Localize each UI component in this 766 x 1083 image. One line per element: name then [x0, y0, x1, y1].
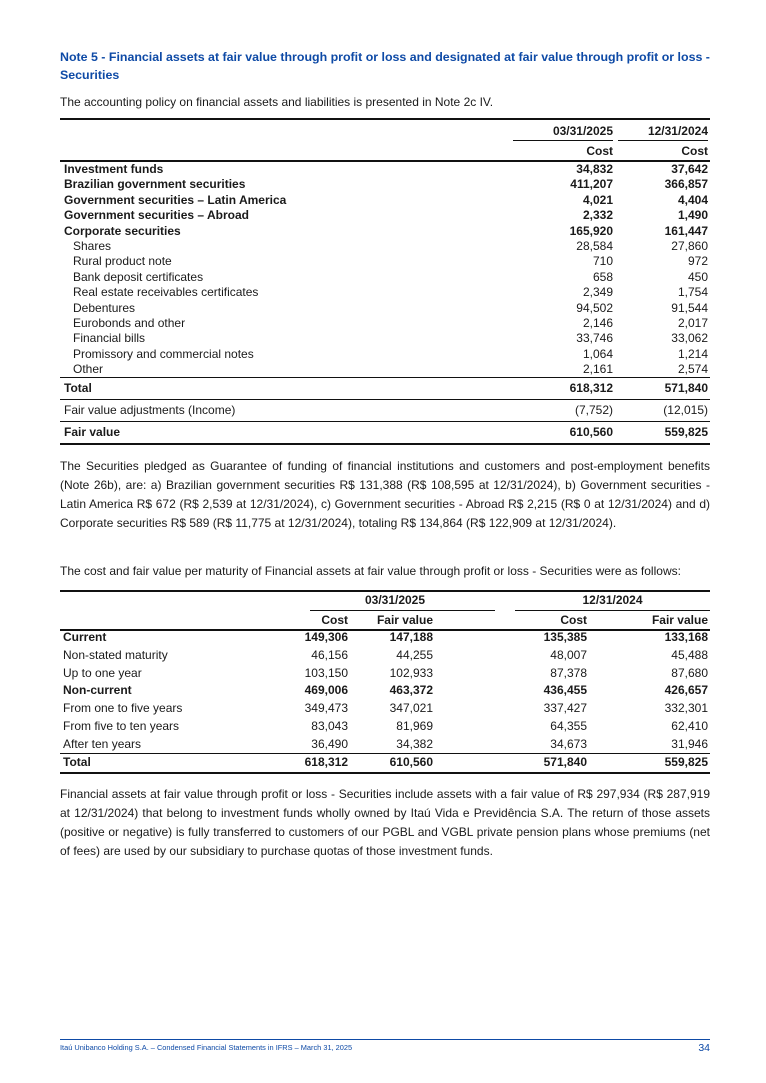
- t2-row-value: 469,006: [304, 683, 348, 698]
- page-number: 34: [698, 1042, 710, 1054]
- t1-row: [60, 362, 710, 377]
- t2-row-label: Current: [63, 630, 107, 644]
- t2-row-value: 332,301: [664, 701, 708, 715]
- t1-row: [60, 177, 710, 192]
- t2-total-row: [60, 753, 710, 774]
- t1-row-label: Shares: [73, 238, 112, 253]
- t1-fair-v1: 610,560: [569, 425, 613, 440]
- t1-row: [60, 270, 710, 285]
- t2-row-label: Non-current: [63, 683, 132, 698]
- t2-sub-1: Cost: [321, 613, 348, 627]
- t1-row-v1: 710: [592, 254, 613, 269]
- t1-row-v1: 94,502: [576, 300, 613, 315]
- footer-text: Itaú Unibanco Holding S.A. – Condensed Financial Statements in IFRS – March 31, 2025: [60, 1043, 353, 1052]
- t1-total-label: Total: [64, 381, 92, 396]
- t2-row-value: 347,021: [389, 701, 433, 715]
- t1-total-row: [60, 378, 710, 399]
- t1-row: [60, 331, 710, 346]
- t1-row-label: Financial bills: [73, 331, 146, 346]
- t1-row-v2: 33,062: [671, 331, 708, 346]
- t1-row: [60, 301, 710, 316]
- t2-row-label: Non-stated maturity: [63, 647, 168, 662]
- t1-adjust-row: [60, 400, 710, 421]
- t2-row-value: 64,355: [550, 718, 587, 733]
- securities-cost-table: [60, 118, 710, 445]
- t2-row-value: 87,680: [671, 665, 708, 680]
- t1-row-label: Other: [73, 362, 104, 377]
- pledged-paragraph: The Securities pledged as Guarantee of funding of financial institutions and customers and post-employment benefits (Note 26b), are: a) Brazilian government securities R$ 131,388 (R$ 108,595 at 12/31/2024), b) Government securities - Latin America R$ 672 (R$ 2,539 at 12/31/2024), c) Government securities - Abroad R$ 2,215 (R$ 0 at 12/31/2024) and d) Corporate securities R$ 589 (R$ 11,775 at 12/31/2024), totaling R$ 134,864 (R$ 122,909 at 12/31/2024).: [60, 459, 710, 530]
- t2-row-value: 463,372: [389, 683, 433, 698]
- t2-row: [60, 718, 710, 736]
- t2-row: [60, 647, 710, 665]
- t1-row: [60, 347, 710, 362]
- t1-row-v2: 161,447: [664, 223, 708, 238]
- t2-total-v3: 571,840: [543, 755, 587, 770]
- t1-row-v1: 4,021: [582, 192, 613, 207]
- t2-row-value: 62,410: [671, 718, 708, 733]
- t2-row-value: 83,043: [311, 718, 348, 733]
- t1-row-label: Investment funds: [64, 162, 164, 176]
- t1-adjust-v2: (12,015): [663, 403, 708, 418]
- t2-row: [60, 682, 710, 700]
- t1-adjust-label: Fair value adjustments (Income): [64, 403, 236, 418]
- t2-row-value: 149,306: [304, 630, 348, 644]
- t2-row-label: Up to one year: [63, 665, 142, 680]
- t1-col-sub-2: Cost: [681, 144, 708, 158]
- t1-row-v2: 37,642: [671, 162, 708, 176]
- t1-total-v2: 571,840: [664, 381, 708, 396]
- t1-fair-label: Fair value: [64, 425, 121, 440]
- maturity-intro: The cost and fair value per maturity of Financial assets at fair value through profit or loss - Securities were as follows:: [60, 564, 681, 578]
- t2-body: [60, 629, 710, 753]
- t2-row-value: 426,657: [664, 683, 708, 698]
- t1-row-v2: 2,574: [677, 362, 708, 377]
- t1-row-label: Real estate receivables certificates: [73, 285, 259, 300]
- t1-row: [60, 162, 710, 177]
- t1-row: [60, 239, 710, 254]
- t1-row-label: Rural product note: [73, 254, 172, 269]
- t1-row-v2: 4,404: [677, 192, 708, 207]
- t2-row-value: 46,156: [311, 647, 348, 662]
- t1-row-v1: 2,349: [582, 285, 613, 300]
- t2-row-label: After ten years: [63, 736, 142, 751]
- t2-sub-2: Fair value: [376, 613, 433, 627]
- t2-row-value: 36,490: [311, 736, 348, 751]
- t1-row-label: Promissory and commercial notes: [73, 346, 254, 361]
- t1-row-v2: 91,544: [671, 300, 708, 315]
- t1-row-v1: 28,584: [576, 238, 613, 253]
- t1-row-v1: 658: [592, 269, 613, 284]
- t1-row: [60, 208, 710, 223]
- t1-row-v2: 1,490: [677, 208, 708, 223]
- t1-row-v2: 1,214: [677, 346, 708, 361]
- maturity-table: [60, 590, 710, 770]
- t1-row-v2: 450: [687, 269, 708, 284]
- t2-total-label: Total: [63, 755, 91, 770]
- t1-row-v1: 2,161: [582, 362, 613, 377]
- t1-col-date-2: 12/31/2024: [647, 124, 708, 138]
- t1-fair-v2: 559,825: [664, 425, 708, 440]
- t1-row-v2: 1,754: [677, 285, 708, 300]
- t1-row-v1: 2,332: [582, 208, 613, 223]
- t1-row-v1: 34,832: [576, 162, 613, 176]
- t1-col-date-1: 03/31/2025: [552, 124, 613, 138]
- t2-row: [60, 629, 710, 647]
- t2-row-value: 34,673: [550, 736, 587, 751]
- t1-row-v1: 165,920: [569, 223, 613, 238]
- t1-total-v1: 618,312: [569, 381, 613, 396]
- t2-row-value: 349,473: [304, 701, 348, 715]
- t1-row-label: Bank deposit certificates: [73, 269, 204, 284]
- t2-row: [60, 665, 710, 683]
- t2-total-v4: 559,825: [664, 755, 708, 770]
- t1-row-v1: 33,746: [576, 331, 613, 346]
- page-footer: [60, 1039, 710, 1054]
- t1-row-v1: 411,207: [570, 177, 613, 192]
- t2-sub-3: Cost: [560, 613, 587, 627]
- t1-adjust-v1: (7,752): [574, 403, 613, 418]
- t2-group-2: 12/31/2024: [582, 593, 643, 607]
- t2-row-value: 81,969: [396, 718, 433, 733]
- t1-row-v1: 1,064: [582, 346, 613, 361]
- note-title: Note 5 - Financial assets at fair value through profit or loss and designated at fair value through profit or loss - Securities: [60, 50, 710, 82]
- t1-row: [60, 285, 710, 300]
- t2-total-v1: 618,312: [304, 755, 348, 770]
- t2-row-value: 103,150: [304, 665, 348, 680]
- t1-row-label: Eurobonds and other: [73, 315, 186, 330]
- t2-row-label: From five to ten years: [63, 718, 180, 733]
- t1-row-label: Debentures: [73, 300, 136, 315]
- t1-row-label: Government securities – Abroad: [64, 208, 249, 223]
- t2-row-value: 45,488: [671, 647, 708, 662]
- t2-row-label: From one to five years: [63, 701, 183, 715]
- t1-row-v2: 366,857: [664, 177, 708, 192]
- t2-row: [60, 736, 710, 754]
- t1-row-label: Government securities – Latin America: [64, 192, 287, 207]
- t2-row-value: 147,188: [389, 630, 433, 644]
- t1-row: [60, 193, 710, 208]
- t1-row-v1: 2,146: [582, 315, 613, 330]
- t2-total-v2: 610,560: [389, 755, 433, 770]
- t1-row: [60, 316, 710, 331]
- t1-row: [60, 224, 710, 239]
- t1-body: [60, 162, 710, 377]
- t2-row: [60, 700, 710, 718]
- t1-fairvalue-row: [60, 422, 710, 445]
- t1-row-v2: 972: [687, 254, 708, 269]
- t2-row-value: 133,168: [664, 630, 708, 644]
- t1-col-sub-1: Cost: [586, 144, 613, 158]
- t1-row-v2: 27,860: [671, 238, 708, 253]
- t2-row-value: 34,382: [396, 736, 433, 751]
- t1-row-label: Brazilian government securities: [64, 177, 246, 192]
- t2-row-value: 337,427: [543, 701, 587, 715]
- t2-row-value: 135,385: [543, 630, 587, 644]
- t1-row: [60, 254, 710, 269]
- t2-row-value: 44,255: [396, 647, 433, 662]
- t2-group-1: 03/31/2025: [364, 593, 426, 607]
- t1-row-label: Corporate securities: [64, 223, 181, 238]
- intro-text: The accounting policy on financial assets and liabilities is presented in Note 2c IV.: [60, 95, 494, 109]
- t2-row-value: 48,007: [550, 647, 587, 662]
- investment-funds-paragraph: Financial assets at fair value through profit or loss - Securities include assets with a fair value of R$ 297,934 (R$ 287,919 at 12/31/2024) that belong to investment funds wholly owned by Itaú Vida e Previdência S.A. The return of those assets (positive or negative) is fully transferred to customers of our PGBL and VGBL private pension plans whose premiums (net of fees) are used by our subsidiary to purchase quotas of those investment funds.: [60, 787, 710, 858]
- t2-row-value: 87,378: [550, 665, 587, 680]
- t1-row-v2: 2,017: [677, 315, 708, 330]
- t2-row-value: 102,933: [389, 665, 433, 680]
- t2-row-value: 436,455: [543, 683, 587, 698]
- t2-sub-4: Fair value: [651, 613, 708, 627]
- t2-row-value: 31,946: [671, 736, 708, 751]
